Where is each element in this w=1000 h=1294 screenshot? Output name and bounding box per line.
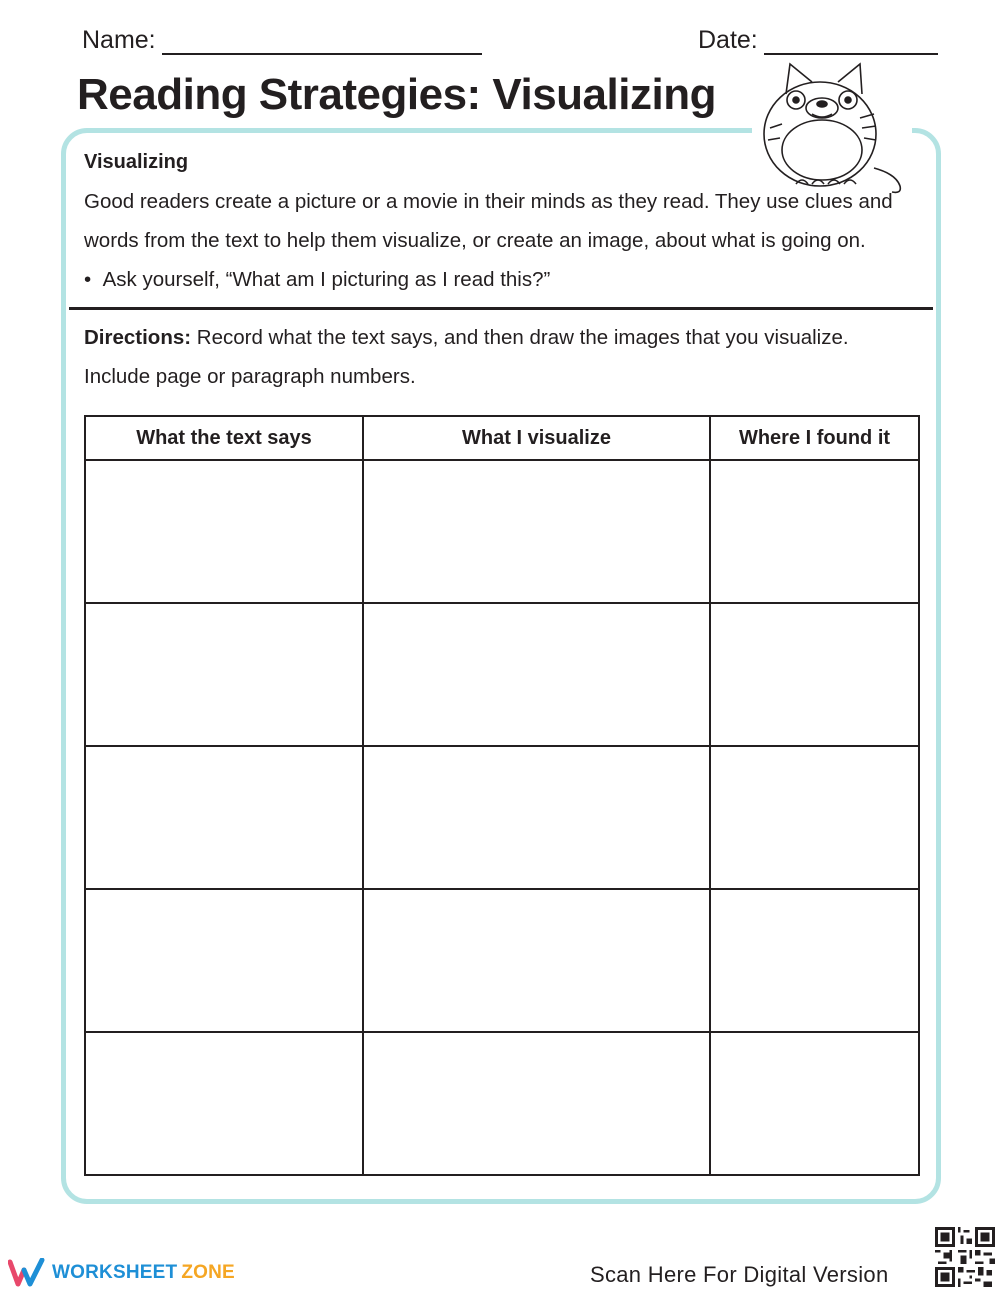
intro-text-line-2: words from the text to help them visualize, or create an image, about what is going on. — [84, 229, 866, 252]
cat-illustration-icon — [752, 58, 912, 198]
section-divider — [69, 307, 933, 310]
table-row — [85, 889, 919, 1032]
scan-instruction: Scan Here For Digital Version — [590, 1262, 889, 1287]
visualize-cell[interactable] — [363, 460, 710, 603]
bullet-dot-icon: • — [84, 268, 103, 291]
qr-code-icon[interactable] — [935, 1227, 995, 1287]
name-field[interactable] — [82, 26, 482, 55]
date-field[interactable] — [698, 26, 938, 55]
visualize-cell[interactable] — [363, 889, 710, 1032]
intro-text-line-1: Good readers create a picture or a movie in their minds as they read. They use clues and — [84, 190, 893, 213]
found-it-cell[interactable] — [710, 1032, 919, 1175]
table-row — [85, 460, 919, 603]
text-says-cell[interactable] — [85, 889, 363, 1032]
directions-line-1 — [84, 326, 849, 350]
brand-name-worksheet: WORKSHEET — [52, 1262, 178, 1283]
name-label: Name: — [82, 26, 156, 54]
graphic-organizer-table — [84, 415, 920, 1176]
table-row — [85, 1032, 919, 1175]
section-heading: Visualizing — [84, 151, 189, 173]
page-title: Reading Strategies: Visualizing — [77, 70, 716, 119]
header-where-i-found-it: Where I found it — [710, 416, 919, 460]
worksheet-zone-logo[interactable] — [8, 1258, 235, 1288]
table-row — [85, 746, 919, 889]
date-input-line[interactable] — [764, 29, 938, 55]
visualize-cell[interactable] — [363, 746, 710, 889]
found-it-cell[interactable] — [710, 746, 919, 889]
text-says-cell[interactable] — [85, 1032, 363, 1175]
table-header-row — [85, 416, 919, 460]
date-label: Date: — [698, 26, 758, 54]
text-says-cell[interactable] — [85, 746, 363, 889]
w-logo-icon — [8, 1258, 46, 1288]
brand-name-zone: ZONE — [181, 1262, 235, 1283]
table-row — [85, 603, 919, 746]
found-it-cell[interactable] — [710, 460, 919, 603]
text-says-cell[interactable] — [85, 603, 363, 746]
found-it-cell[interactable] — [710, 603, 919, 746]
visualize-cell[interactable] — [363, 1032, 710, 1175]
bullet-text: Ask yourself, “What am I picturing as I read this?” — [102, 268, 551, 291]
visualize-cell[interactable] — [363, 603, 710, 746]
directions-text-2: Include page or paragraph numbers. — [84, 365, 416, 388]
directions-label: Directions: — [84, 326, 192, 349]
header-what-text-says: What the text says — [85, 416, 363, 460]
found-it-cell[interactable] — [710, 889, 919, 1032]
text-says-cell[interactable] — [85, 460, 363, 603]
directions-text-1: Record what the text says, and then draw the images that you visualize. — [196, 326, 849, 349]
name-input-line[interactable] — [162, 29, 482, 55]
bullet-item — [84, 268, 550, 292]
header-what-i-visualize: What I visualize — [363, 416, 710, 460]
